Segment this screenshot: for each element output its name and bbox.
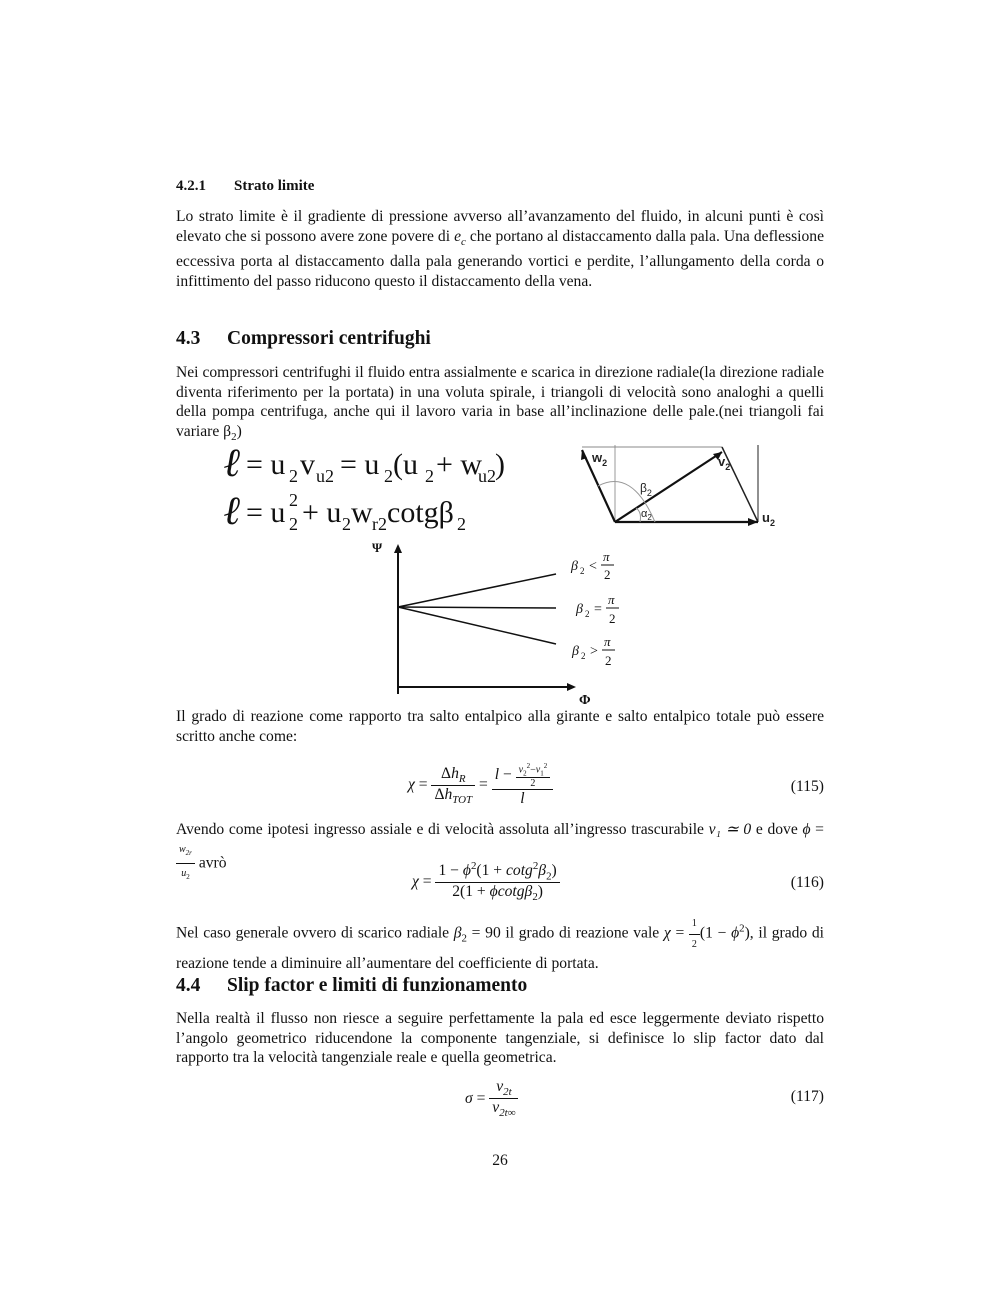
velocity-triangle-labels — [591, 450, 775, 528]
figure-velocity-triangle-and-plot — [0, 440, 1000, 710]
svg-text:+ u: + u — [302, 496, 342, 529]
velocity-triangle — [581, 445, 758, 526]
subsection-title: Strato limite — [234, 178, 315, 194]
paragraph-slip-factor: Nella realtà il flusso non riesce a seguire perfettamente la pala ed esce leggermente deviato rispetto l’angolo geometrico riducendone la componente tangenziale, si definisce lo slip factor dato dal rapporto tra la velocità tangenziale reale e quella geometrica. — [176, 1010, 824, 1066]
svg-text:w2: $w_2$ — [592, 450, 608, 468]
svg-text:2: 2 — [457, 514, 466, 534]
svg-text:2: 2 — [289, 514, 298, 534]
svg-text:ℓ: ℓ — [224, 488, 242, 533]
svg-text:2: 2 — [609, 611, 616, 626]
equation-number: (115) — [790, 778, 824, 795]
subsection-number: 4.2.1 — [176, 178, 206, 194]
svg-text:v2: $v_2$ — [718, 454, 731, 472]
svg-text:2: 2 — [581, 651, 586, 661]
svg-text:β: β — [576, 602, 583, 617]
section-heading — [176, 975, 824, 997]
svg-text:2: 2 — [384, 466, 393, 486]
section-number: 4.4 — [176, 975, 201, 996]
svg-text:β: β — [572, 644, 579, 659]
page-number: 26 — [492, 1152, 508, 1169]
paragraph-centrifughi: Nei compressori centrifughi il fluido entra assialmente e scarica in direzione radiale(la direzione radiale diventa riferimento per la portata) in una voluta spirale, i triangoli di velocità sono analoghi a quelli della pompa centrifuga, anche qui il lavoro varia in base all’inclinazione delle pale.(nei triangoli fai variare $\beta_2$) — [176, 364, 824, 443]
work-equation-1 — [224, 440, 505, 486]
svg-text:2: 2 — [425, 466, 434, 486]
section-heading — [176, 328, 824, 350]
svg-text:π: π — [603, 549, 610, 564]
svg-text:2: 2 — [604, 567, 611, 582]
subsection-heading — [176, 178, 824, 195]
svg-text:u2: u2 — [478, 466, 496, 486]
section-number: 4.3 — [176, 328, 201, 349]
plot-line-beta-equal — [398, 607, 556, 608]
paragraph-strato-limite: Lo strato limite è il gradiente di pressione avverso all’avanzamento del fluido, in alcuni punti è così elevato che si possono avere zone povere di $e_c$ che portano al distaccamento dalla pala. Una deflessione eccessiva porta al distaccamento dalla pala generando vortici e perdite, l’allungamento della corda o infittimento del passo riducono questo il distaccamento della vena. — [176, 208, 824, 290]
work-equation-2 — [224, 488, 466, 534]
svg-text:= u: = u — [340, 448, 380, 481]
svg-text:+ w: + w — [436, 448, 483, 481]
svg-text:2: 2 — [289, 490, 298, 510]
section-title: Slip factor e limiti di funzionamento — [227, 975, 528, 996]
svg-text:ℓ: ℓ — [224, 440, 242, 485]
svg-text:v: v — [300, 448, 315, 481]
plot-line-beta-less — [398, 574, 556, 607]
svg-text:= u: = u — [246, 496, 286, 529]
svg-text:π: π — [608, 592, 615, 607]
plot-label-beta-less — [570, 549, 614, 582]
paragraph-grado-reazione: Il grado di reazione come rapporto tra salto entalpico alla girante e salto entalpico totale può essere scritto anche come: — [176, 708, 824, 745]
equation-115: χ = $\frac{\Delta h_R}{\Delta h_{TOT}}$ = l − $\frac{v_2^2-v_1^2}{2}$ l (115) — [408, 762, 824, 808]
svg-text:= u: = u — [246, 448, 286, 481]
paragraph-ipotesi: Avendo come ipotesi ingresso assiale e di velocità assoluta all’ingresso trascurabile v₁ ≃ 0 e dove ϕ = $\frac{w_{2r}}{u_2}$ avrò — [176, 821, 824, 881]
svg-text:π: π — [604, 634, 611, 649]
svg-text:α2: $\alpha_2$ — [641, 508, 652, 522]
svg-text:cotgβ: cotgβ — [387, 496, 454, 529]
equation-number: (116) — [790, 874, 824, 891]
psi-phi-plot — [394, 544, 576, 694]
svg-text:w: w — [351, 496, 373, 529]
svg-text:β2: $\beta_2$ — [640, 481, 652, 498]
svg-text:u2: u2 — [316, 466, 334, 486]
svg-text:): ) — [495, 448, 505, 481]
equation-116: χ = $\frac{1 - \phi^2(1 + \cot g^2\beta_2)}{2(1 + \phi\cot g\beta_2)}$ (116) — [412, 860, 824, 904]
svg-text:(u: (u — [393, 448, 418, 481]
plot-line-beta-greater — [398, 607, 556, 644]
equation-117: σ = $\frac{v_{2t}}{v_{2t\infty}}$ (117) — [465, 1078, 824, 1120]
plot-y-label: Ψ — [372, 540, 383, 555]
svg-text:2: 2 — [289, 466, 298, 486]
paragraph-caso-generale: Nel caso generale ovvero di scarico radiale $\beta_2 = 90$ il grado di reazione vale χ = $\frac{1}{2}$ $(1 - \phi^2)$, il grado di reazione tende a diminuire all’aumentare del coefficiente di portata. — [176, 914, 824, 974]
section-title: Compressori centrifughi — [227, 328, 431, 349]
svg-text:2: 2 — [342, 514, 351, 534]
plot-x-label: Φ — [579, 693, 591, 708]
svg-text:=: = — [594, 602, 602, 617]
plot-label-beta-greater — [571, 634, 615, 668]
svg-text:2: 2 — [585, 609, 590, 619]
svg-text:r2: r2 — [372, 514, 387, 534]
equation-number: (117) — [790, 1088, 824, 1105]
svg-text:u2: $u_2$ — [762, 510, 775, 528]
svg-text:β: β — [571, 559, 578, 574]
svg-text:2: 2 — [605, 653, 612, 668]
svg-text:2: 2 — [580, 566, 585, 576]
svg-text:>: > — [590, 644, 598, 659]
svg-text:<: < — [589, 559, 597, 574]
plot-label-beta-equal — [575, 592, 619, 626]
